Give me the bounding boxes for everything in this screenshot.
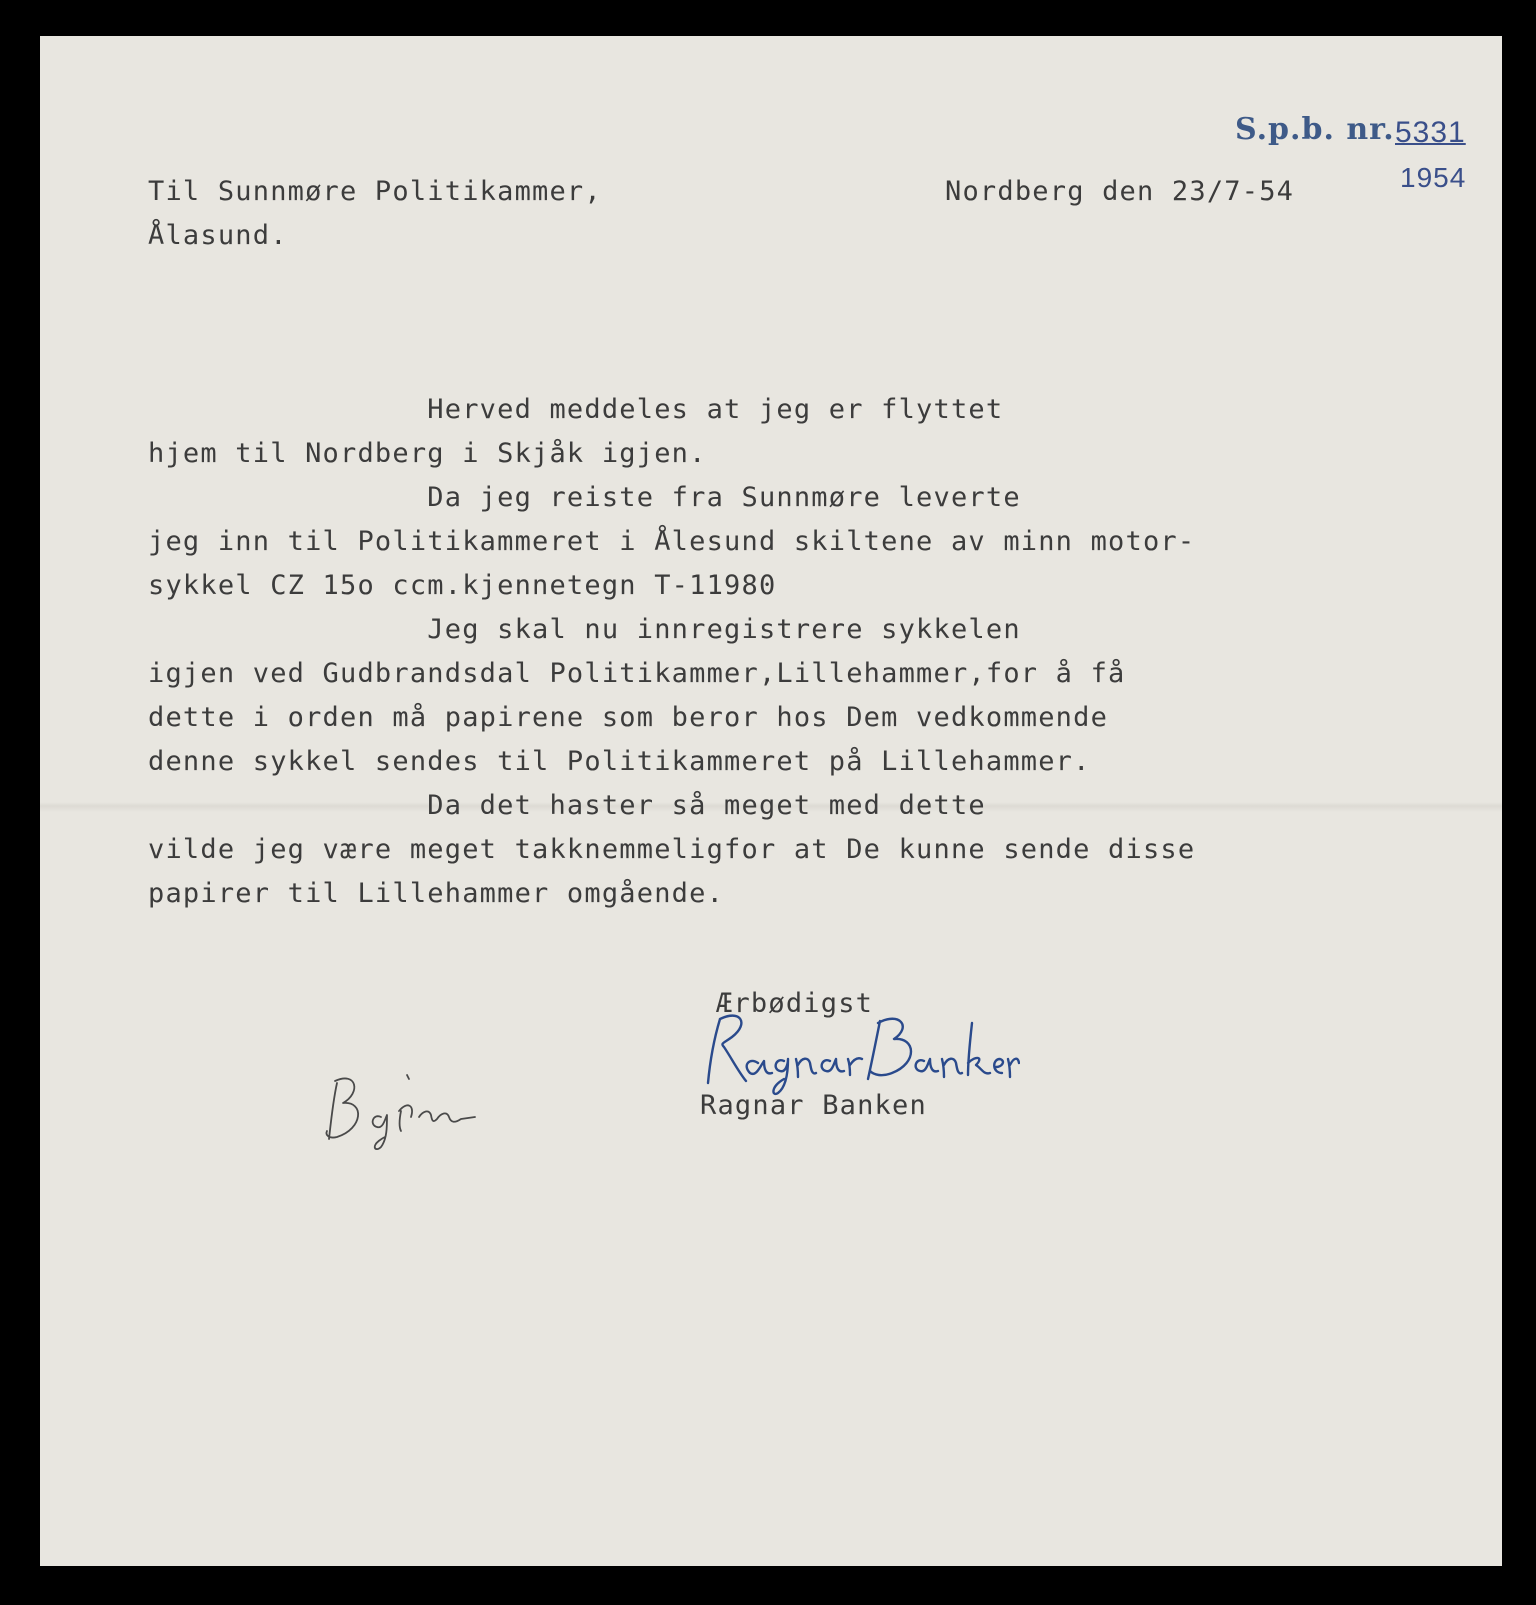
body-line: jeg inn til Politikammeret i Ålesund skiltene av minn motor-: [148, 526, 1196, 557]
recipient-line-2: Ålasund.: [148, 220, 288, 251]
stamp-label: S.p.b. nr.: [1235, 112, 1395, 147]
body-line: igjen ved Gudbrandsdal Politikammer,Lillehammer,for å få: [148, 658, 1126, 689]
body-line: Da jeg reiste fra Sunnmøre leverte: [148, 482, 1021, 513]
body-line: papirer til Lillehammer omgående.: [148, 878, 725, 909]
closing-salutation: Ærbødigst: [716, 988, 874, 1019]
recipient-line-1: Til Sunnmøre Politikammer,: [148, 176, 602, 207]
place-date: Nordberg den 23/7-54: [945, 176, 1295, 207]
body-line: Da det haster så meget med dette: [148, 790, 986, 821]
handwritten-initials-pencil: [315, 1061, 485, 1156]
body-line: vilde jeg være meget takknemmeligfor at De kunne sende disse: [148, 834, 1196, 865]
body-line: Jeg skal nu innregistrere sykkelen: [148, 614, 1021, 645]
stamp-year: 1954: [1400, 162, 1467, 193]
body-line: dette i orden må papirene som beror hos Dem vedkommende: [148, 702, 1109, 733]
stamp-number: 5331: [1395, 116, 1466, 149]
body-line: Herved meddeles at jeg er flyttet: [148, 394, 1004, 425]
body-line: hjem til Nordberg i Skjåk igjen.: [148, 438, 707, 469]
typed-name: Ragnar Banken: [700, 1090, 927, 1121]
letter-sheet: [40, 36, 1502, 1566]
body-line: denne sykkel sendes til Politikammeret på Lillehammer.: [148, 746, 1091, 777]
registry-stamp: [1235, 112, 1467, 193]
body-line: sykkel CZ 15o ccm.kjennetegn T-11980: [148, 570, 777, 601]
